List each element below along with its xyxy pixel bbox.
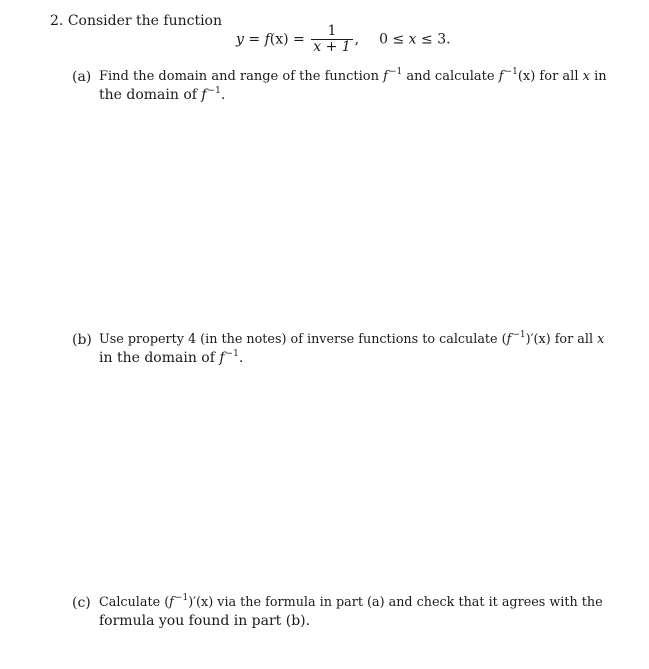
part-c-label: (c): [72, 595, 91, 611]
part-b-f-1: f: [506, 332, 512, 347]
problem-number: 2.: [50, 13, 64, 29]
equation-fraction: [311, 24, 352, 55]
part-a-text-5: the domain of: [99, 87, 202, 103]
equation-y: y: [236, 31, 244, 48]
problem-intro: Consider the function: [67, 13, 223, 29]
part-a-f-3: f: [201, 87, 207, 103]
part-a-text-2: and calculate: [402, 69, 499, 84]
part-c-f: f: [169, 595, 174, 610]
part-b-sup-2: −1: [225, 349, 239, 359]
part-a-f-2: f: [498, 69, 504, 84]
part-a-sup-3: −1: [207, 86, 221, 96]
equation-equals-1: =: [243, 31, 265, 48]
equation-comma: ,: [354, 31, 360, 48]
part-b-text-2: )′(x) for all: [525, 332, 598, 347]
part-c-text-2: )′(x) via the formula in part (a) and check that it agrees with the: [188, 595, 603, 610]
equation-f: f: [264, 31, 270, 48]
part-b-text-3: in the domain of: [99, 350, 220, 366]
fraction-numerator: 1: [327, 23, 337, 39]
part-b-line-2: [99, 349, 243, 369]
part-a-line-2: [99, 86, 225, 106]
part-a-line-1: [99, 68, 607, 87]
part-a-sup-2: −1: [504, 67, 518, 77]
part-a-f-1: f: [383, 69, 388, 84]
part-b-f-2: f: [219, 350, 225, 366]
part-a-text-3: (x) for all: [517, 69, 583, 84]
part-b-label: (b): [72, 332, 92, 348]
domain-upper: ≤ 3.: [416, 31, 451, 48]
part-c-line-2: formula you found in part (b).: [99, 613, 311, 629]
part-c-sup: −1: [174, 593, 189, 603]
domain-lower: 0 ≤: [379, 31, 409, 48]
part-c-text-1: Calculate (: [99, 595, 170, 610]
part-b-x: x: [597, 332, 605, 347]
part-b-end: .: [238, 350, 244, 366]
equation-equals-2: =: [288, 31, 310, 48]
part-b-line-1: [99, 331, 604, 350]
part-a-label: (a): [72, 69, 92, 85]
problem-heading: [50, 12, 222, 30]
part-a-sup-1: −1: [388, 67, 403, 77]
fraction-denominator: x + 1: [313, 39, 351, 55]
part-b-sup-1: −1: [512, 330, 526, 340]
part-b-text-1: Use property 4 (in the notes) of inverse functions to calculate (: [99, 332, 507, 347]
function-equation: [236, 24, 451, 55]
part-a-x: x: [582, 69, 590, 84]
domain-variable: x: [408, 31, 417, 48]
part-a-text-1: Find the domain and range of the function: [99, 69, 384, 84]
equation-argument: (x): [269, 31, 289, 48]
part-a-end: .: [220, 87, 226, 103]
part-a-text-4: in: [589, 69, 607, 84]
part-c-line-1: [99, 594, 603, 613]
